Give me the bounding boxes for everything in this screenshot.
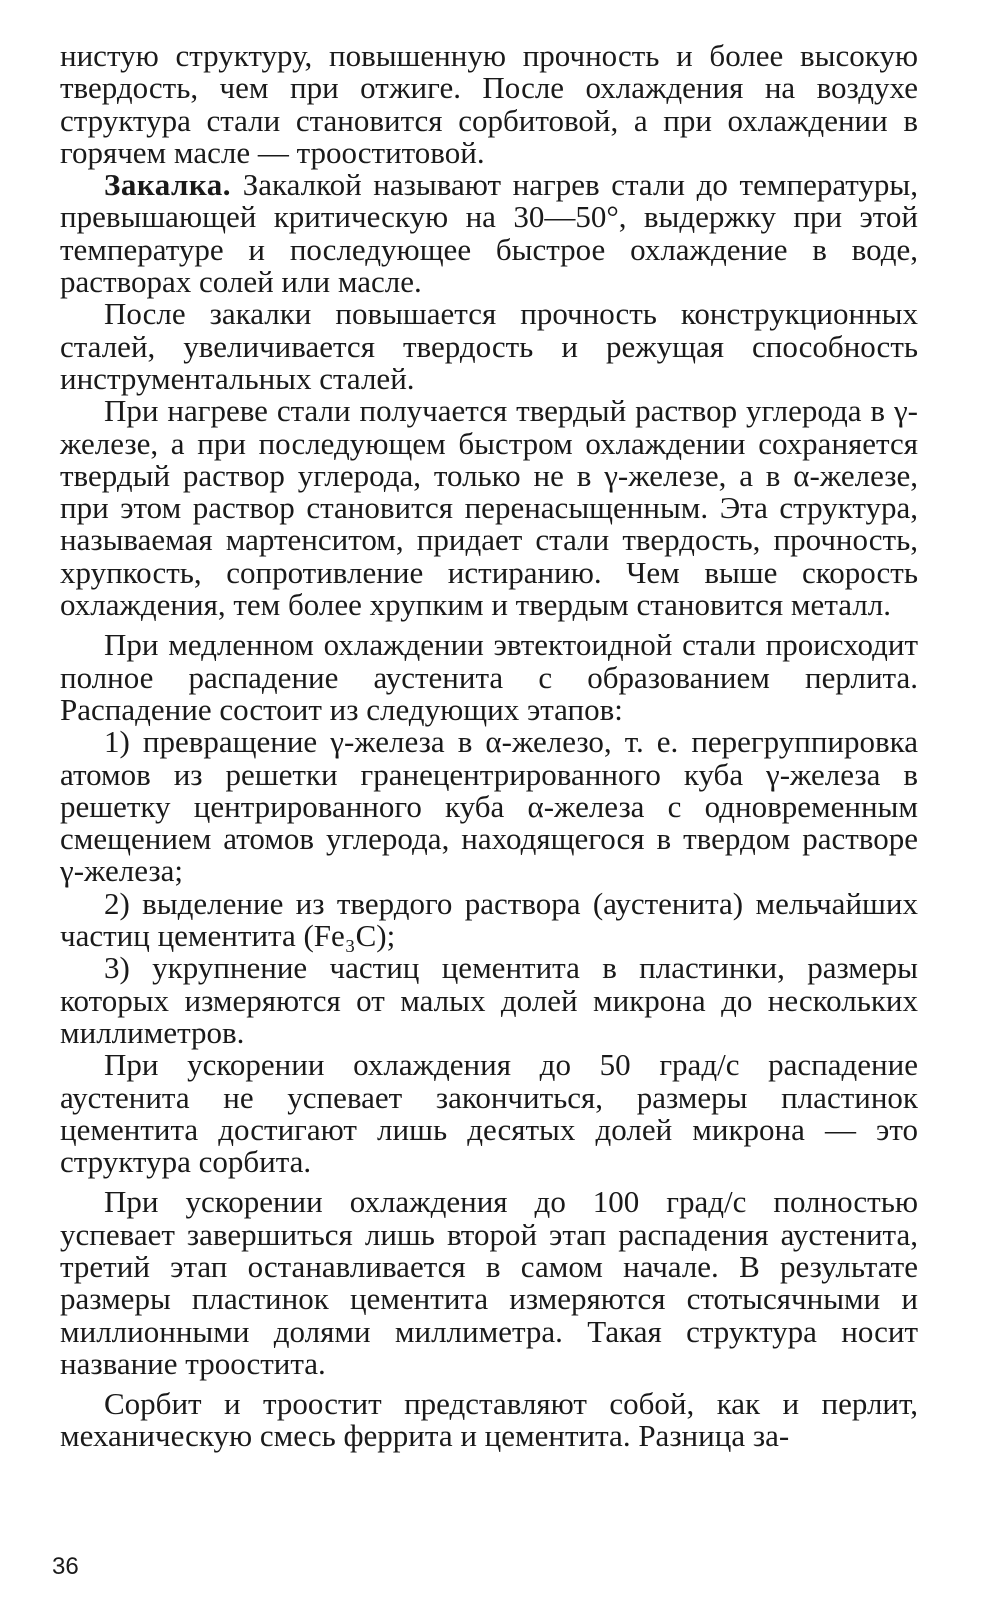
paragraph-sorbite: При ускорении охлаждения до 50 град/с распадение аустенита не успевает закончиться, размеры пластинок цементита достигают лишь десятых долей микрона — это структура сорбита. (60, 1047, 918, 1180)
list-item-stage-3: 3) укрупнение частиц цементита в пластинки, размеры которых измеряются от малых долей микрона до нескольких миллиметров. (60, 950, 918, 1050)
list-item-stage-2: 2) выделение из твердого раствора (аустенита) мельчайших частиц цементита (Fe₃C); (60, 885, 918, 954)
paragraph-martensite: При нагреве стали получается твердый раствор углерода в γ-железе, а при последующем быстром охлаждении сохраняется твердый раствор углерода, только не в γ-железе, а в α-железе, при этом раствор становится перенасыщенным. Эта структура, называемая мартенситом, придает стали твердость, прочность, хрупкость, сопротивление истиранию. Чем выше скорость охлаждения, тем более хрупким и твердым становится металл. (60, 393, 918, 623)
page-number: 36 (52, 1553, 79, 1580)
list-item-stage-1: 1) превращение γ-железа в α-железо, т. е. перегруппировка атомов из решетки гранецентрированного куба γ-железа в решетку центрированного куба α-железа с одновременным смещением атомов углерода, находящегося в твердом растворе γ-железа; (60, 724, 918, 889)
paragraph-after-hardening: После закалки повышается прочность конструкционных сталей, увеличивается твердость и режущая способность инструментальных сталей. (60, 296, 918, 396)
paragraph-troostite: При ускорении охлаждения до 100 град/с полностью успевает завершиться лишь второй этап распадения аустенита, третий этап останавливается в самом начале. В результате размеры пластинок цементита измеряются стотысячными и миллионными долями миллиметра. Такая структура носит название троостита. (60, 1184, 918, 1381)
term-hardening: Закалка. (104, 167, 232, 203)
paragraph-hardening-definition (60, 169, 918, 298)
paragraph-hardening-text: Закалкой называют нагрев стали до температуры, превышающей критическую на 30—50°, выдержку при этой температуре и последующее быстрое охлаждение в воде, растворах солей или масле. (60, 167, 918, 300)
paragraph-comparison: Сорбит и троостит представляют собой, как и перлит, механическую смесь феррита и цементита. Разница за- (60, 1386, 918, 1454)
paragraph-continuation: нистую структуру, повышенную прочность и более высокую твердость, чем при отжиге. После охлаждения на воздухе структура стали становится сорбитовой, а при охлаждении в горячем масле — трооститовой. (60, 38, 918, 170)
paragraph-slow-cooling: При медленном охлаждении эвтектоидной стали происходит полное распадение аустенита с образованием перлита. Распадение состоит из следующих этапов: (60, 627, 918, 727)
page-body (60, 40, 918, 1453)
